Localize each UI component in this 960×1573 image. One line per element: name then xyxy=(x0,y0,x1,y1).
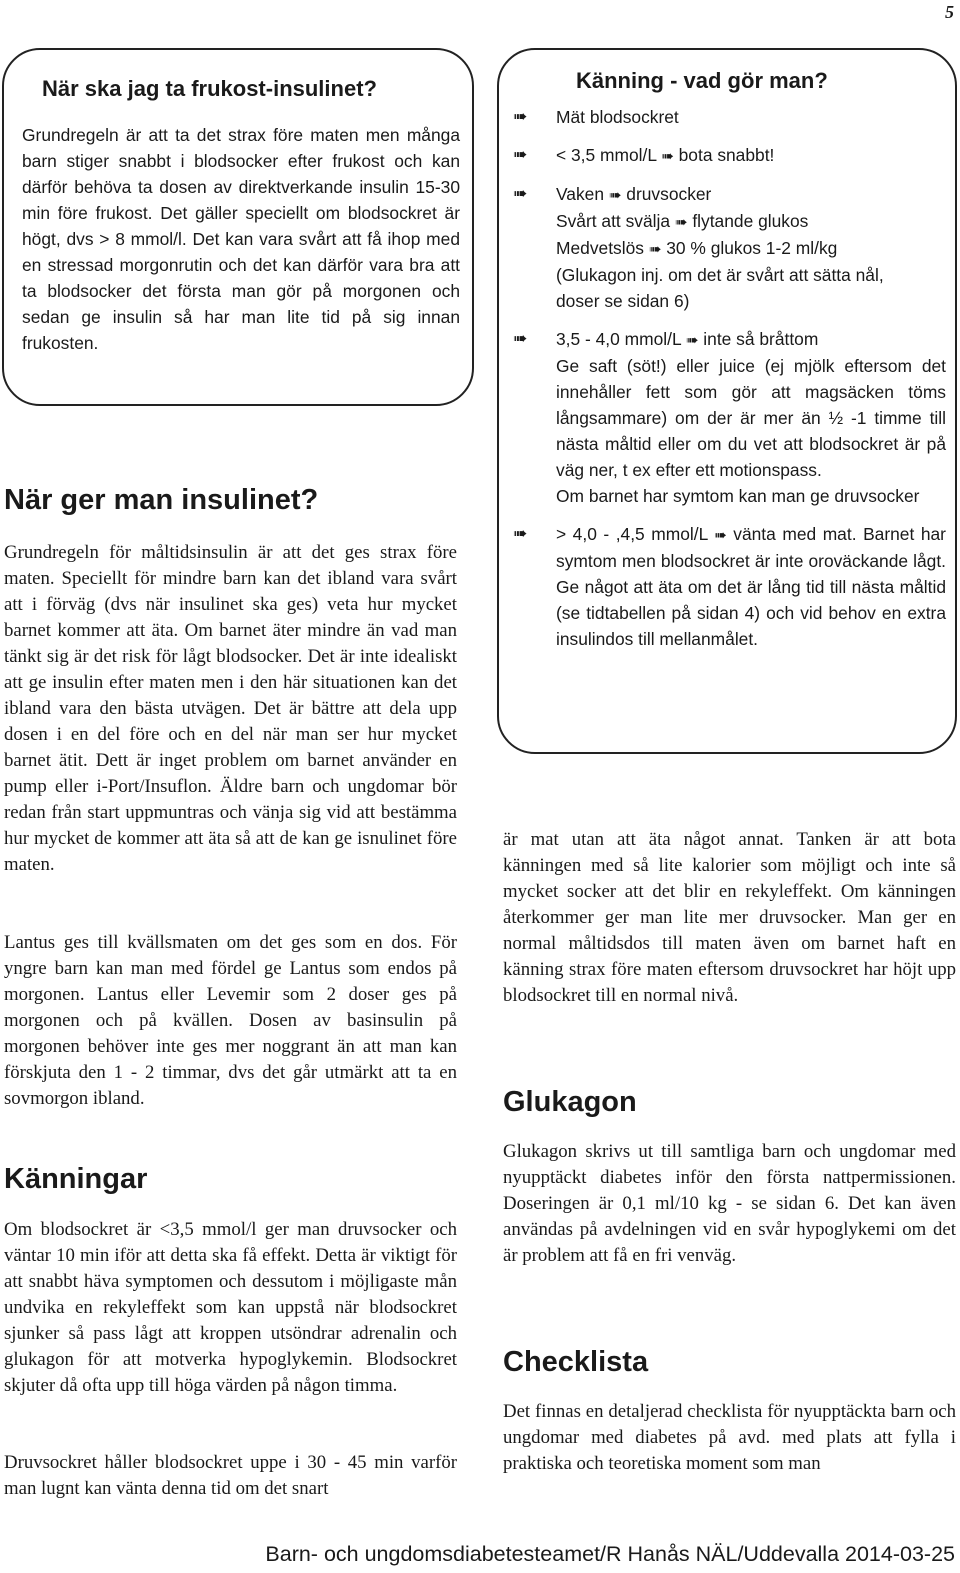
arrow-icon: ➠ xyxy=(674,213,688,231)
arrow-icon: ➠ xyxy=(648,240,662,258)
arrow-icon: ➠ xyxy=(513,107,525,127)
page-footer: Barn- och ungdomsdiabetesteamet/R Hanås NÄL/Uddevalla 2014-03-25 xyxy=(265,1542,955,1566)
kanningar-paragraph-2: Druvsockret håller blodsockret uppe i 30 - 45 min varför man lugnt kan vänta denna tid om det snart xyxy=(4,1452,457,1499)
hypo-action-box xyxy=(497,48,957,754)
bullet-item xyxy=(511,521,945,652)
bullet-text: < 3,5 mmol/L ➠ bota snabbt! xyxy=(556,145,775,165)
bullet-item xyxy=(511,326,945,509)
page-number: 5 xyxy=(945,2,954,22)
arrow-icon: ➠ xyxy=(513,145,525,165)
insulin-timing-paragraph-2: Lantus ges till kvällsmaten om det ges som en dos. För yngre barn kan man med fördel ge Lantus som endos på morgonen. Lantus eller Levemir som 2 doser ges på morgonen och på kvällen. Dosen av basinsulin på morgonen behöver inte ges mer noggrant än att man kan förskjuta den 1 - 2 timmar, dvs det går utmärkt att ta en sovmorgon ibland. xyxy=(4,932,457,1109)
kanningar-heading: Känningar xyxy=(4,1163,148,1195)
insulin-timing-paragraph-1: Grundregeln för måltidsinsulin är att det ges strax före maten. Speciellt för mindre barn kan det ibland vara svårt att i förväg (dvs när insulinet ska ges) veta hur mycket barnet kommer att äta. Om barnet äter mindre än vad man tänkt sig är det risk för lågt blodsocker. Det är inte idealiskt att ge insulin efter maten men i den här situationen kan det ibland vara den bästa utvägen. Det är bättre att dela upp dosen i en del före och en del när man ser hur mycket barnet ätit. Dett är inget problem om barnet använder en pump eller i-Port/Insuflon. Äldre barn och ungdomar bör redan från start uppmuntras och vänja sig vid att bestämma hur mycket de kommer att äta så att de kan ge isnulinet före maten. xyxy=(4,542,457,875)
checklista-paragraph: Det finnas en detaljerad checklista för nyupptäckta barn och ungdomar med diabetes på avd. med plats att fylla i praktiska och teoretiska moment som man xyxy=(503,1401,956,1474)
insulin-timing-heading: När ger man insulinet? xyxy=(4,484,319,516)
glukagon-paragraph: Glukagon skrivs ut till samtliga barn och ungdomar med nyupptäckt diabetes inför den första nattpermissionen. Doseringen är 0,1 ml/10 kg - se sidan 6. Det kan även användas på avdelningen vid en svår hypoglykemi om det är problem att få en fri venväg. xyxy=(503,1141,956,1266)
bullet-text: 3,5 - 4,0 mmol/L ➠ inte så bråttom Ge saft (söt!) eller juice (ej mjölk eftersom det innehåller fett som gör att magsäcken töms långsammare) om der är mer än ½ -1 timme till nästa måltid eller om du vet att blodsockret är på väg ner, t ex efter ett motionspass. Om barnet har symtom kan man ge druvsocker xyxy=(556,329,946,506)
kanningar-paragraph-1: Om blodsockret är <3,5 mmol/l ger man druvsocker och väntar 10 min iför att detta ska få effekt. Detta är viktigt för att snabbt häva symptomen och dessutom i möjligaste mån undvika en rekyleffekt som kan uppstå när blodsockret sjunker så pass lågt att kroppen utsöndrar adrenalin och glukagon för att motverka hypoglykemin. Blodsockret skjuter då ofta upp till höga värden på någon timma. xyxy=(4,1219,457,1396)
arrow-icon: ➠ xyxy=(513,329,525,349)
bullet-item xyxy=(511,181,945,314)
arrow-icon: ➠ xyxy=(608,186,622,204)
breakfast-insulin-box xyxy=(2,48,474,406)
hypo-action-title: Känning - vad gör man? xyxy=(576,68,828,93)
breakfast-insulin-text: Grundregeln är att ta det strax före maten men många barn stiger snabbt i blodsocker efter frukost och kan därför behöva ta dosen av direktverkande insulin 15-30 min före frukost. Det gäller speciellt om blodsockret är högt, dvs > 8 mmol/l. Det kan vara svårt att få ihop med en stressad morgonrutin och det kan därför vara bra att ta blodsocker det första man gör på morgonen och sedan ge insulin så har man lite tid på sig innan frukosten. xyxy=(22,125,460,353)
arrow-icon: ➠ xyxy=(661,147,674,165)
glukagon-heading: Glukagon xyxy=(503,1086,637,1118)
arrow-icon: ➠ xyxy=(714,526,727,544)
bullet-text: Mät blodsockret xyxy=(556,107,679,127)
breakfast-insulin-title: När ska jag ta frukost-insulinet? xyxy=(42,76,377,101)
checklista-heading: Checklista xyxy=(503,1346,649,1378)
bullet-item xyxy=(511,104,945,130)
kanningar-paragraph-2-continued: är mat utan att äta något annat. Tanken är att bota känningen med så lite kalorier som möjligt och inte så mycket socker att det blir en rekyleffekt. Om känningen återkommer ger man lite mer druvsocker. Man ger en normal måltidsdos till maten även om barnet haft en känning strax före maten eftersom druvsockret har höjt upp blodsockret till en normal nivå. xyxy=(503,829,956,1006)
arrow-icon: ➠ xyxy=(685,331,699,349)
bullet-item xyxy=(511,142,945,169)
bullet-text: Vaken ➠ druvsocker Svårt att svälja ➠ flytande glukos Medvetslös ➠ 30 % glukos 1-2 ml/kg (Glukagon inj. om det är svårt att sätta nål, doser se sidan 6) xyxy=(556,184,884,311)
arrow-icon: ➠ xyxy=(513,184,525,204)
bullet-text: > 4,0 - ,4,5 mmol/L ➠ vänta med mat. Barnet har symtom men blodsockret är inte oroväckande lågt. Ge något att äta om det är lång tid till nästa måltid (se tidtabellen på sidan 4) och vid behov en extra insulindos till mellanmålet. xyxy=(556,524,946,649)
arrow-icon: ➠ xyxy=(513,524,525,544)
